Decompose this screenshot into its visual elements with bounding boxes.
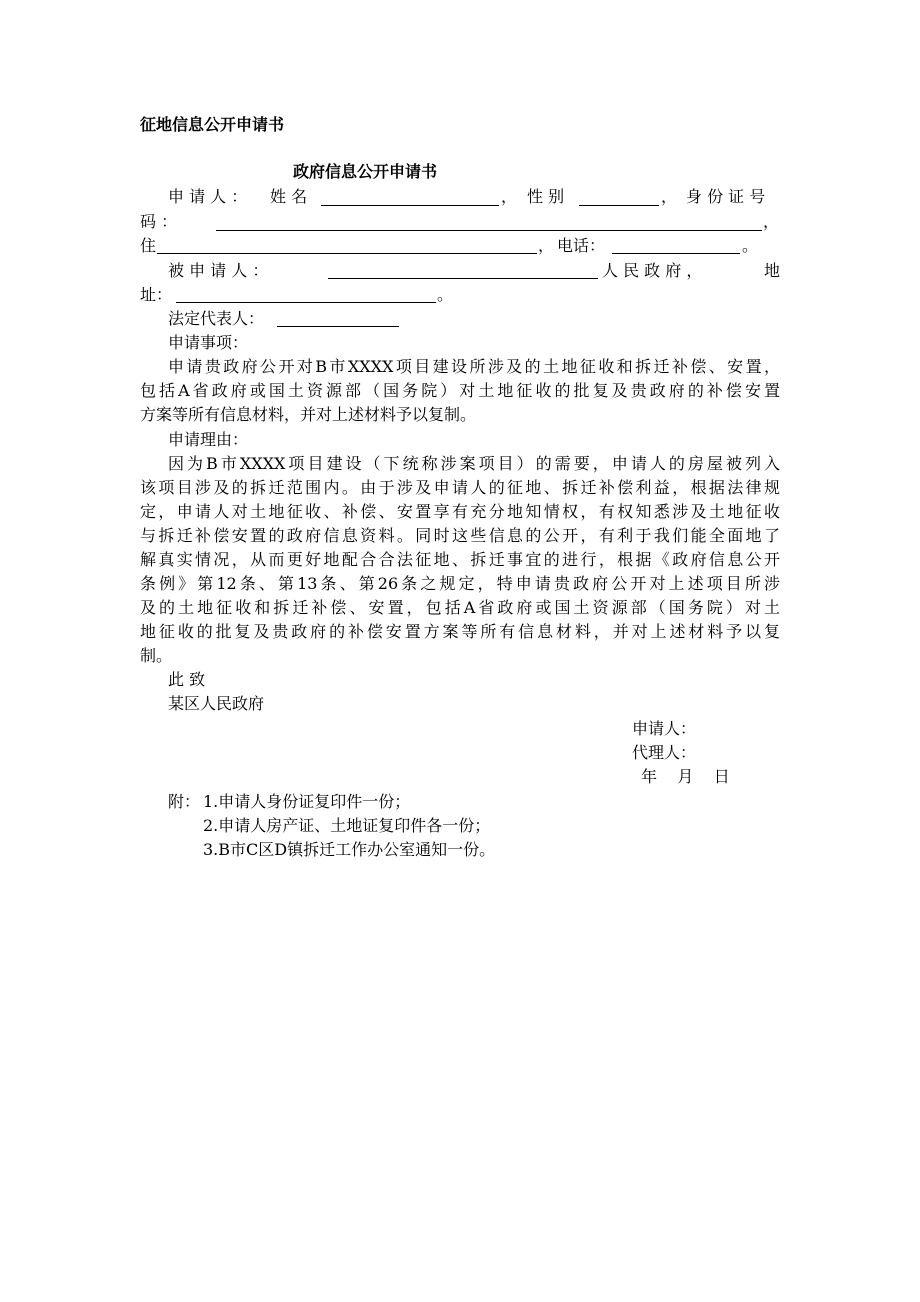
- period: 。: [742, 236, 759, 255]
- id-label: 身 份 证 号: [686, 187, 766, 206]
- comma: ，: [763, 212, 780, 231]
- request-heading: 申请事项：: [168, 333, 249, 352]
- document-title: 征地信息公开申请书: [140, 115, 285, 134]
- phone-label: 电话：: [557, 236, 606, 255]
- respondent-address-label-cont: 址：: [140, 285, 173, 304]
- reason-line: 该项目涉及的拆迁范围内。由于涉及申请人的征地、拆迁补偿利益，根据法律规: [140, 478, 780, 497]
- request-line: 包括A省政府或国土资源部（国务院）对土地征收的批复及贵政府的补偿安置: [140, 381, 780, 400]
- reason-line: 及的土地征收和拆迁补偿、安置，包括A省政府或国土资源部（国务院）对土: [140, 598, 780, 617]
- reason-line: 地征收的批复及贵政府的补偿安置方案等所有信息材料，并对上述材料予以复: [140, 622, 780, 641]
- form-title: 政府信息公开申请书: [293, 162, 438, 181]
- gender-blank[interactable]: [579, 205, 659, 206]
- gender-label: 性 别: [527, 187, 565, 206]
- recipient: 某区人民政府: [168, 694, 265, 713]
- period: 。: [437, 285, 454, 304]
- date-line: 年 月 日: [641, 767, 730, 786]
- address-label: 住: [140, 236, 157, 255]
- legal-rep-label: 法定代表人：: [168, 309, 265, 328]
- reason-line: 与拆迁补偿安置的政府信息资料。同时这些信息的公开，有利于我们能全面地了: [140, 526, 780, 545]
- attachment-item: 3.B市C区D镇拆迁工作办公室通知一份。: [203, 840, 496, 859]
- respondent-address-blank[interactable]: [176, 302, 436, 303]
- attachment-item: 1.申请人身份证复印件一份；: [203, 792, 411, 811]
- respondent-address-label: 地: [764, 261, 781, 280]
- reason-line: 定，申请人对土地征收、补偿、安置享有充分地知情权，有权知悉涉及土地征收: [140, 502, 780, 521]
- reason-line: 条例》第12条、第13条、第26条之规定，特申请贵政府公开对上述项目所涉: [140, 574, 780, 593]
- reason-line: 制。: [140, 646, 173, 665]
- reason-heading: 申请理由：: [168, 430, 249, 449]
- request-line: 申请贵政府公开对B市XXXX项目建设所涉及的土地征收和拆迁补偿、安置，: [168, 357, 780, 376]
- respondent-blank[interactable]: [328, 278, 598, 279]
- phone-blank[interactable]: [612, 253, 740, 254]
- agent-signature-label: 代理人：: [632, 743, 697, 762]
- applicant-label: 申 请 人 ：: [168, 187, 248, 206]
- comma: ，: [538, 236, 555, 255]
- applicant-signature-label: 申请人：: [632, 719, 697, 738]
- legal-rep-blank[interactable]: [277, 326, 399, 327]
- salutation: 此 致: [168, 670, 206, 689]
- reason-line: 解真实情况，从而更好地配合合法征地、拆迁事宜的进行，根据《政府信息公开: [140, 550, 780, 569]
- request-line: 方案等所有信息材料，并对上述材料予以复制。: [140, 405, 477, 424]
- name-label: 姓 名: [270, 187, 308, 206]
- respondent-label: 被 申 请 人 ：: [168, 261, 269, 280]
- address-blank[interactable]: [157, 253, 537, 254]
- attachments-label: 附：: [168, 792, 201, 811]
- comma: ，: [661, 187, 678, 206]
- id-number-blank[interactable]: [216, 230, 762, 231]
- name-blank[interactable]: [321, 205, 499, 206]
- id-label-cont: 码 ：: [140, 212, 178, 231]
- reason-line: 因为B市XXXX项目建设（下统称涉案项目）的需要，申请人的房屋被列入: [168, 454, 780, 473]
- respondent-suffix: 人 民 政 府 ，: [602, 261, 703, 280]
- comma: ，: [501, 187, 518, 206]
- attachment-item: 2.申请人房产证、土地证复印件各一份；: [203, 816, 491, 835]
